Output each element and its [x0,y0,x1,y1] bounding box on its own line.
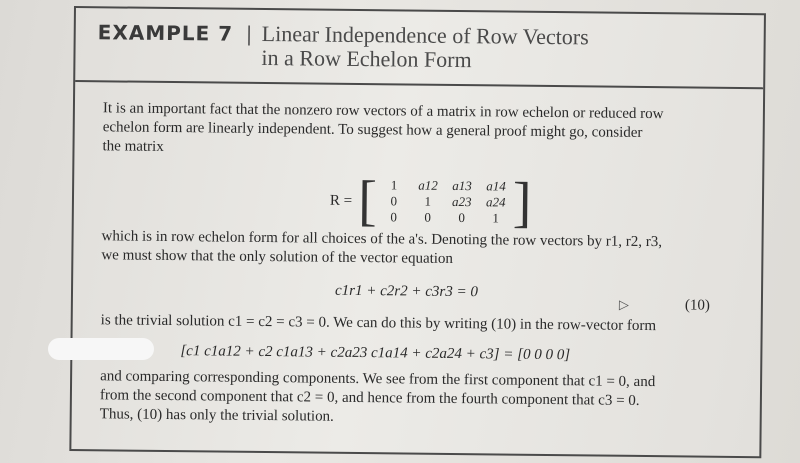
example-label: EXAMPLE 7 [97,20,234,46]
para1-line3: the matrix [102,138,164,155]
example-box [69,6,766,458]
mouse-cursor-icon: ▷ [618,297,629,313]
matrix-cell: a24 [486,194,506,210]
matrix-cell: a13 [452,177,472,194]
row-vector-equation: [c1 c1a12 + c2 c1a13 + c2a23 c1a14 + c2a24 + c3] = [0 0 0 0] [180,343,571,364]
para1-line1: It is an important fact that the nonzero row vectors of a matrix in row echelon or reduced row [102,100,664,123]
matrix-cell: a23 [452,193,472,210]
para2-line1: which is in row echelon form for all choices of the a's. Denoting the row vectors by r1, r2, r3, [101,228,663,251]
title-separator: | [245,21,253,46]
para4-line1: and comparing corresponding components. We see from the first component that c1 = 0, and [100,368,656,391]
example-title-line1: Linear Independence of Row Vectors [261,20,589,50]
matrix-cell: 1 [424,193,432,209]
para2-line2: we must show that the only solution of the vector equation [101,247,454,267]
matrix-cell: 0 [424,209,432,225]
right-bracket: ] [512,171,532,234]
matrix-cell: 1 [492,210,500,226]
matrix-cell: 0 [390,193,398,209]
example-header [75,8,764,89]
matrix-table [377,177,513,226]
redaction-blob [48,338,154,360]
example-title [261,22,681,74]
para3-line1: is the trivial solution c1 = c2 = c3 = 0. We can do this by writing (10) in the row-vector form [100,312,657,335]
equation-10: c1r1 + c2r2 + c3r3 = 0 [334,282,478,301]
matrix-lhs: R = [329,192,353,209]
matrix-cell: 0 [390,209,398,225]
matrix-cell: a12 [418,177,438,193]
para4-line3: Thus, (10) has only the trivial solution. [99,406,334,425]
equation-number: (10) [684,297,710,314]
matrix-cell: 0 [458,210,466,226]
para4-line2: from the second component that c2 = 0, and hence from the fourth component that c3 = 0. [99,387,640,409]
matrix-cell: 1 [390,177,398,193]
example-title-line2: in a Row Echelon Form [261,44,472,73]
left-bracket: [ [357,169,378,233]
para1-line2: echelon form are linearly independent. To suggest how a general proof might go, consider [102,119,643,141]
matrix-R [329,169,532,234]
matrix-cell: a14 [486,178,506,194]
